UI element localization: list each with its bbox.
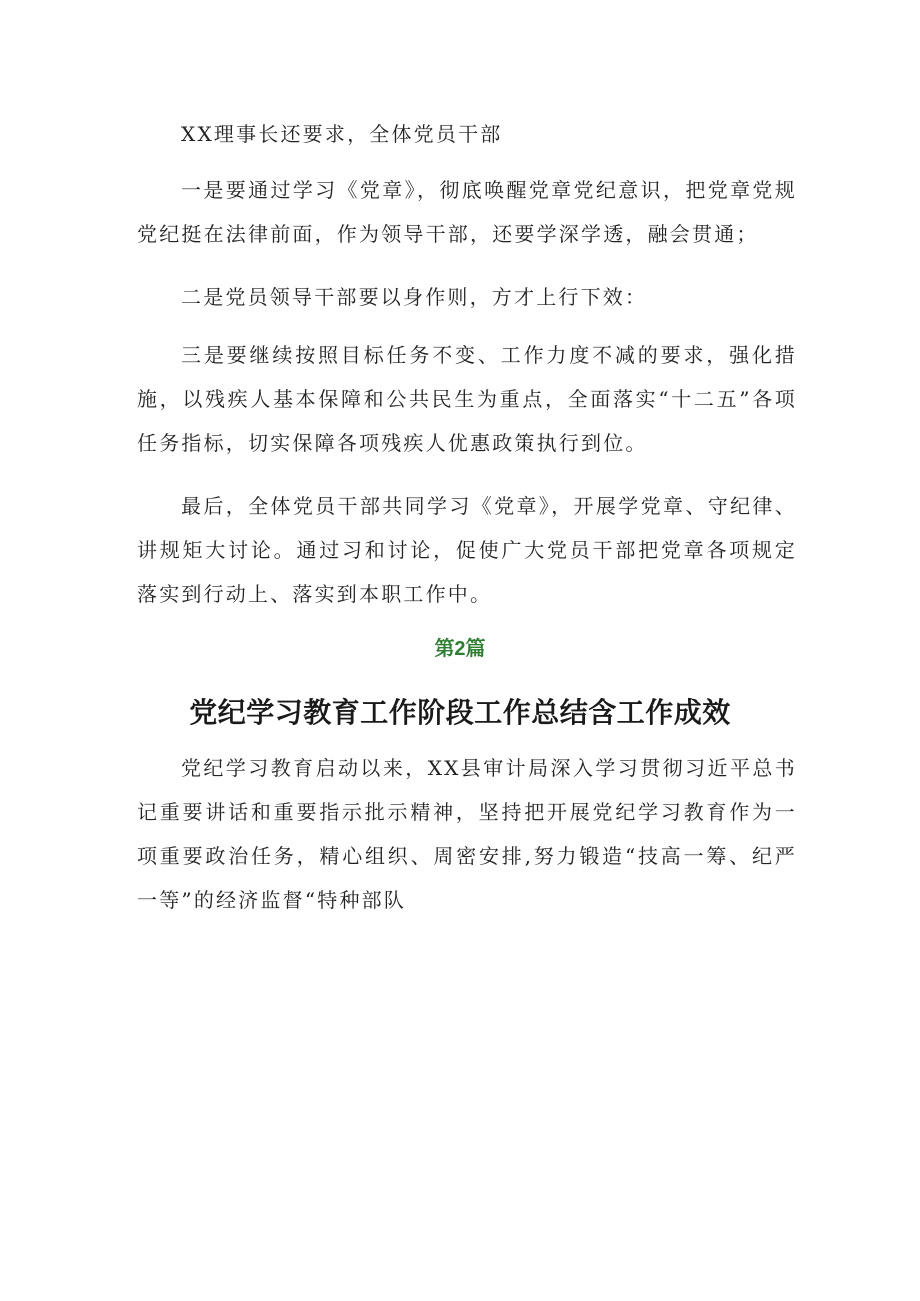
paragraph-point-three: 三是要继续按照目标任务不变、工作力度不减的要求，强化措施，以残疾人基本保障和公共民生为重点，全面落实“十二五”各项任务指标，切实保障各项残疾人优惠政策执行到位。 [137,343,797,455]
paragraph-summary-opening: 党纪学习教育启动以来，XX县审计局深入学习贯彻习近平总书记重要讲话和重要指示批示精神，坚持把开展党纪学习教育作为一项重要政治任务，精心组织、周密安排,努力锻造“技高一筹、纪严一等”的经济监督“特种部队 [137,756,797,912]
paragraph-intro: XX理事长还要求，全体党员干部 [181,122,503,146]
paragraph-point-two: 二是党员领导干部要以身作则，方才上行下效： [181,285,648,309]
paragraph-conclusion: 最后，全体党员干部共同学习《党章》，开展学党章、守纪律、讲规矩大讨论。通过习和讨论，促使广大党员干部把党章各项规定落实到行动上、落实到本职工作中。 [137,494,797,606]
document-title: 党纪学习教育工作阶段工作总结含工作成效 [189,696,731,729]
paragraph-point-one: 一是要通过学习《党章》，彻底唤醒党章党纪意识，把党章党规党纪挺在法律前面，作为领导干部，还要学深学透，融会贯通； [137,178,797,246]
section-label: 第2篇 [434,638,486,660]
